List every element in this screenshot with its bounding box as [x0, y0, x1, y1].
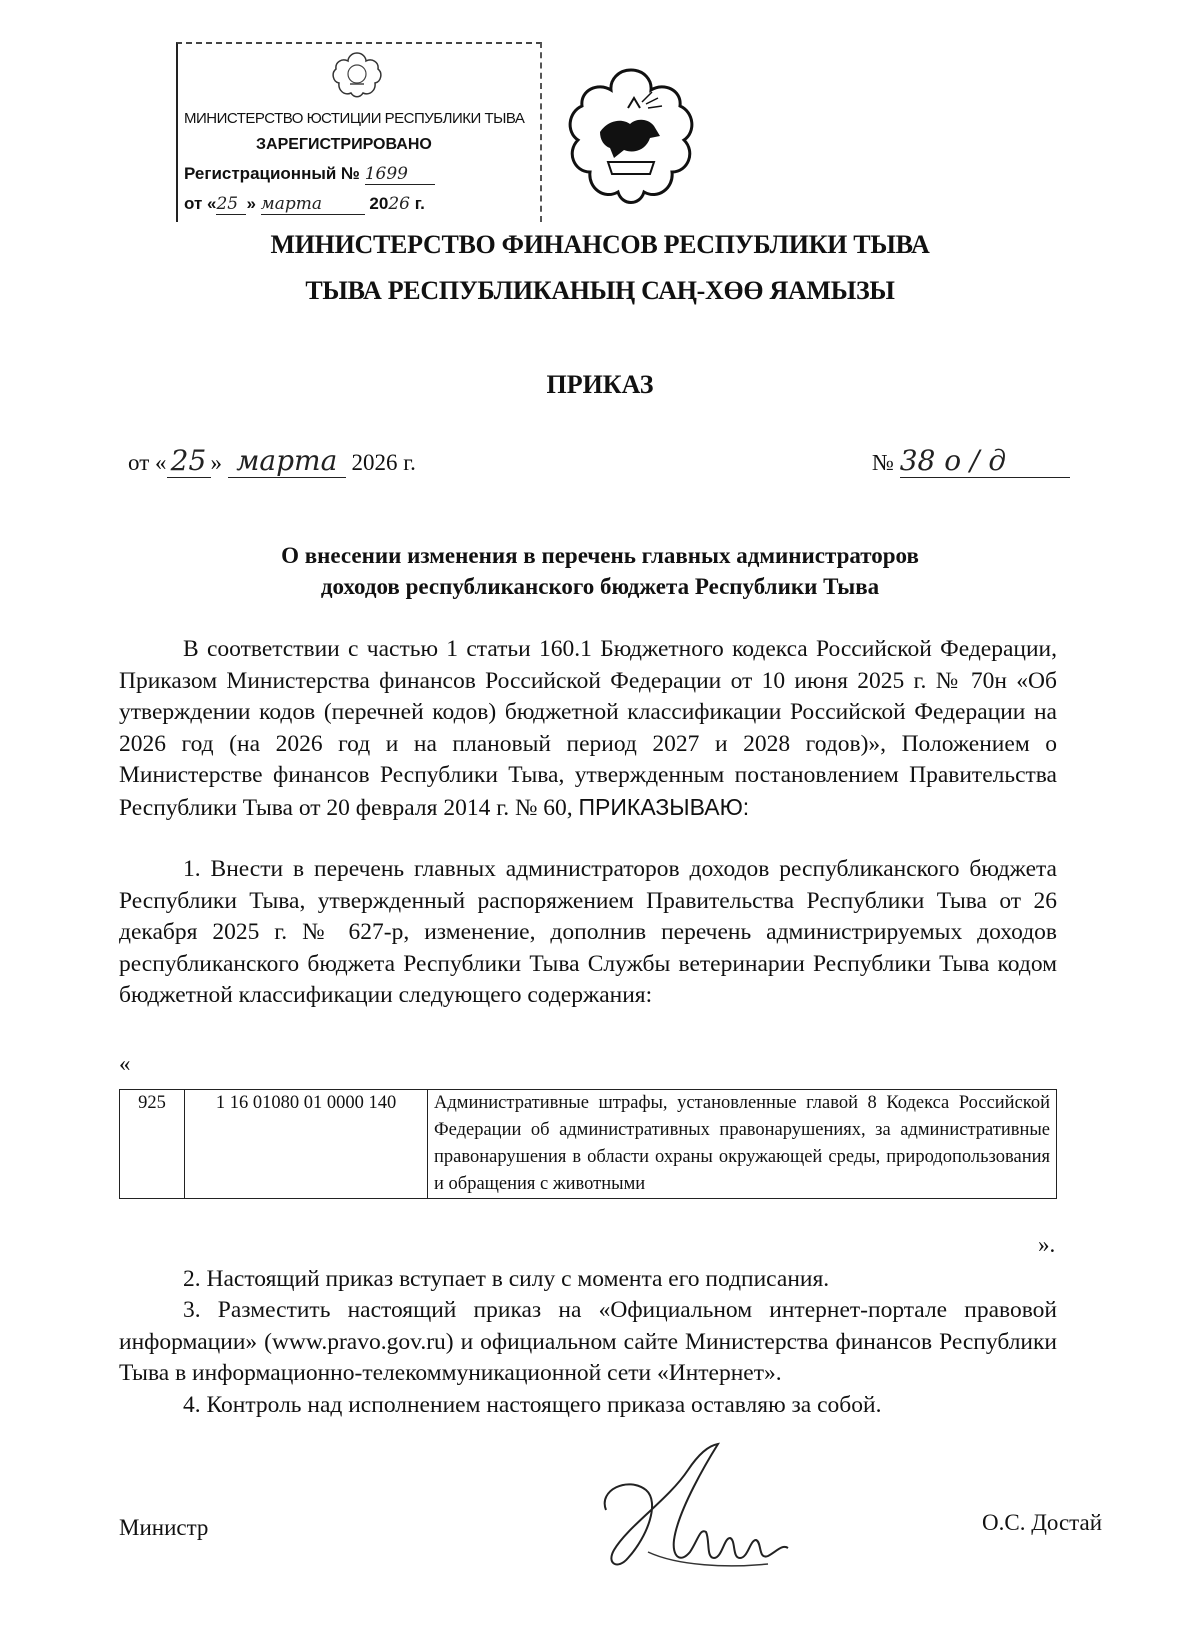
subject-line-2: доходов республиканского бюджета Республики Тыва [320, 574, 880, 599]
description-cell: Административные штрафы, установленные главой 8 Кодекса Российской Федерации об административных правонарушениях, за административные правонарушения в области охраны окружающей среды, природопользования и обращения с животными [428, 1090, 1057, 1199]
paragraph-item-3: 3. Разместить настоящий приказ на «Официальном интернет-портале правовой информации» (www.pravo.gov.ru) и официальном сайте Министерства финансов Республики Тыва в информационно-телекоммуникационной сети «Интернет». [119, 1297, 1057, 1386]
stamp-registered: ЗАРЕГИСТРИРОВАНО [256, 136, 432, 153]
subject-line-1: О внесении изменения в перечень главных администраторов [281, 543, 919, 568]
stamp-date-line [184, 194, 425, 215]
order-number-label: № [872, 450, 894, 475]
stamp-reg-label: Регистрационный № [184, 164, 360, 183]
stamp-reg-line [184, 164, 435, 185]
stamp-day: 25 [216, 194, 246, 215]
order-number: 38 о / д [900, 444, 1070, 478]
order-day: 25 [167, 444, 211, 478]
stamp-year-prefix: 20 [369, 194, 389, 213]
stamp-ministry: МИНИСТЕРСТВО ЮСТИЦИИ РЕСПУБЛИКИ ТЫВА [184, 110, 525, 127]
admin-code-cell: 925 [120, 1090, 185, 1199]
stamp-day-close: » [246, 194, 256, 213]
quote-open: « [119, 1051, 131, 1076]
stamp-year-suffix: 26 [388, 194, 410, 214]
order-year: 2026 г. [351, 450, 416, 475]
signer-name: О.С. Достай [982, 1510, 1103, 1535]
kbk-table [119, 1089, 1057, 1199]
table-row [120, 1090, 1057, 1199]
coat-of-arms-icon [330, 50, 384, 100]
order-verb: ПРИКАЗЫВАЮ: [578, 793, 750, 820]
signer-position: Министр [119, 1515, 209, 1540]
stamp-year-end: г. [409, 194, 425, 213]
paragraph-item-2: 2. Настоящий приказ вступает в силу с момента его подписания. [183, 1266, 830, 1292]
document-type: ПРИКАЗ [546, 370, 654, 399]
registration-stamp [176, 42, 542, 222]
order-month: марта [228, 444, 346, 478]
paragraph-preamble [119, 634, 1057, 824]
tuva-emblem-icon [556, 62, 706, 212]
stamp-month: марта [261, 194, 365, 215]
stamp-reg-number: 1699 [365, 164, 435, 185]
preamble-text: В соответствии с частью 1 статьи 160.1 Бюджетного кодекса Российской Федерации, Приказом Министерства финансов Российской Федерации от 10 июня 2025 г. № 70н «Об утверждении кодов (перечней кодов) бюджетной классификации Российской Федерации на 2026 год (на 2026 год и на плановый период 2027 и 2028 годов)», Положением о Министерстве финансов Республики Тыва, утвержденным постановлением Правительства Республики Тыва от 20 февраля 2014 г. № 60, [119, 636, 1057, 821]
quote-close: ». [1038, 1232, 1056, 1257]
ministry-name-ru: МИНИСТЕРСТВО ФИНАНСОВ РЕСПУБЛИКИ ТЫВА [270, 230, 930, 259]
ministry-name-tyv: ТЫВА РЕСПУБЛИКАНЫҢ САҢ-ХӨӨ ЯАМЫЗЫ [305, 276, 895, 305]
order-number-line [872, 444, 1070, 478]
order-day-close: » [210, 450, 222, 475]
order-date-prefix: от « [128, 450, 167, 475]
kbk-code-cell: 1 16 01080 01 0000 140 [185, 1090, 428, 1199]
order-subject [0, 540, 1200, 602]
paragraph-item-1: 1. Внести в перечень главных администраторов доходов республиканского бюджета Республики Тыва, утвержденный распоряжением Правительства Республики Тыва от 26 декабря 2025 г. № 627-р, изменение, дополнив перечень администрируемых доходов республиканского бюджета Республики Тыва Службы ветеринарии Республики Тыва кодом бюджетной классификации следующего содержания: [119, 856, 1057, 1008]
order-date [128, 444, 416, 478]
paragraph-item-4: 4. Контроль над исполнением настоящего приказа оставляю за собой. [183, 1392, 882, 1418]
handwritten-signature-icon [588, 1440, 808, 1580]
stamp-date-prefix: от « [184, 194, 217, 213]
